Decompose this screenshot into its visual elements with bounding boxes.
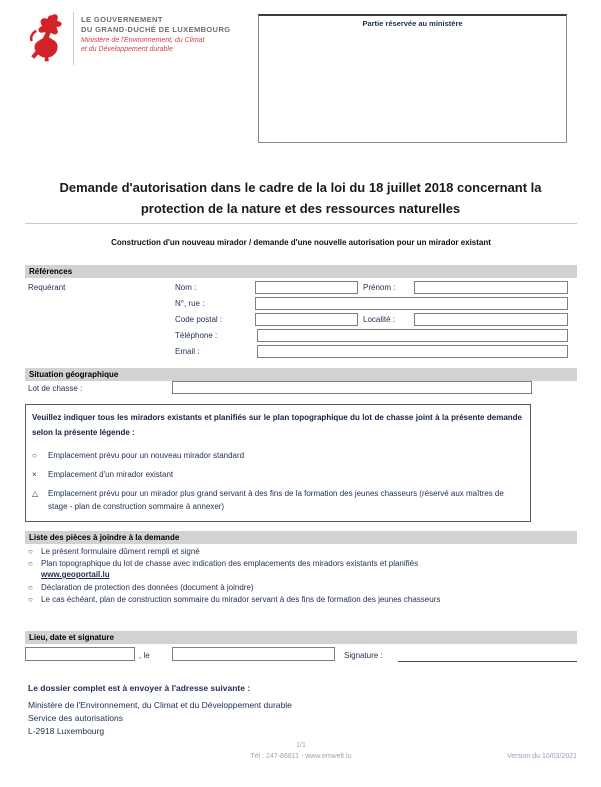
nom-input[interactable] [255, 281, 358, 294]
date-input[interactable] [172, 647, 335, 661]
attachment-item-text: Le présent formulaire dûment rempli et signé [41, 547, 200, 556]
legend-item-text: Emplacement prévu pour un nouveau mirador standard [48, 451, 245, 460]
signature-line [398, 660, 577, 662]
le-label: , le [139, 651, 150, 660]
legend-intro: Veuillez indiquer tous les miradors existants et planifiés sur le plan topographique du lot de chasse joint à la présente demande selon la présente légende : [32, 413, 522, 437]
prenom-input[interactable] [414, 281, 568, 294]
lot-de-chasse-label: Lot de chasse : [28, 384, 83, 393]
lot-de-chasse-input[interactable] [172, 381, 532, 394]
email-label: Email : [175, 347, 200, 356]
rue-input[interactable] [255, 297, 568, 310]
attachment-item-form [28, 546, 568, 557]
code-postal-input[interactable] [255, 313, 358, 326]
rue-label: N°, rue : [175, 299, 205, 308]
legend-item-new-mirador [32, 449, 522, 462]
page-number: 1/1 [296, 742, 306, 749]
circle-bullet-icon: ○ [28, 547, 33, 556]
geoportail-link[interactable]: www.geoportail.lu [41, 570, 110, 579]
email-input[interactable] [257, 345, 568, 358]
title-divider [25, 223, 577, 224]
telephone-input[interactable] [257, 329, 568, 342]
attachment-item-data-protection [28, 582, 568, 593]
nom-label: Nom : [175, 283, 197, 292]
circle-bullet-icon: ○ [28, 559, 33, 568]
page-title: Demande d'autorisation dans le cadre de la loi du 18 juillet 2018 concernant la protection de la nature et des ressources naturelles [59, 180, 542, 216]
logo-divider [73, 12, 74, 65]
footer-contact: Tél : 247-86811 - www.emwelt.lu [250, 753, 352, 760]
footer-version: Version du 10/03/2021 [506, 753, 577, 760]
lieu-input[interactable] [25, 647, 135, 661]
ministry-line-2: et du Développement durable [81, 46, 173, 53]
prenom-label: Prénom : [363, 283, 396, 292]
section-header-references: Références [25, 265, 577, 278]
ministry-reserved-box [258, 14, 567, 143]
circle-bullet-icon: ○ [28, 595, 33, 604]
luxembourg-lion-icon [28, 11, 66, 66]
attachment-item-construction-plan [28, 594, 568, 605]
cross-symbol-icon: × [32, 470, 37, 479]
mailing-address-line: L-2918 Luxembourg [28, 726, 105, 736]
gov-line-1: LE GOUVERNEMENT [81, 15, 163, 24]
mailing-address-line: Service des autorisations [28, 713, 123, 723]
code-postal-label: Code postal : [175, 315, 223, 324]
telephone-label: Téléphone : [175, 331, 218, 340]
page-subtitle: Construction d'un nouveau mirador / demande d'une nouvelle autorisation pour un mirador existant [111, 238, 491, 247]
attachment-item-text: Déclaration de protection des données (document à joindre) [41, 583, 254, 592]
circle-bullet-icon: ○ [28, 583, 33, 592]
ministry-line-1: Ministère de l'Environnement, du Climat [81, 37, 205, 44]
localite-label: Localité : [363, 315, 396, 324]
mailing-intro: Le dossier complet est à envoyer à l'adresse suivante : [28, 683, 251, 693]
ministry-reserved-label: Partie réservée au ministère [362, 19, 463, 28]
legend-item-text: Emplacement prévu pour un mirador plus grand servant à des fins de la formation des jeunes chasseurs (réservé aux maîtres de stage - plan de construction sommaire à annexer) [48, 489, 504, 511]
section-header-attachments: Liste des pièces à joindre à la demande [25, 531, 577, 544]
legend-item-training-mirador [32, 487, 522, 513]
gov-wordmark [81, 15, 231, 54]
attachment-item-text: Le cas échéant, plan de construction sommaire du mirador servant à des fins de formation des jeunes chasseurs [41, 595, 441, 604]
mirador-legend-box [25, 404, 531, 522]
signature-label: Signature : [344, 651, 383, 660]
attachment-item-text: Plan topographique du lot de chasse avec indication des emplacements des miradors existants et planifiés [41, 559, 419, 568]
triangle-symbol-icon: △ [32, 489, 39, 498]
section-header-signature: Lieu, date et signature [25, 631, 577, 644]
legend-item-text: Emplacement d'un mirador existant [48, 470, 174, 479]
localite-input[interactable] [414, 313, 568, 326]
mailing-address-line: Ministère de l'Environnement, du Climat et du Développement durable [28, 700, 292, 710]
section-header-situation: Situation géographique [25, 368, 577, 381]
attachment-item-plan [28, 558, 568, 569]
circle-symbol-icon: ○ [32, 451, 37, 460]
requerant-label: Requérant [28, 283, 66, 292]
legend-item-existing-mirador [32, 468, 522, 481]
gov-line-2: DU GRAND-DUCHÉ DE LUXEMBOURG [81, 24, 231, 34]
